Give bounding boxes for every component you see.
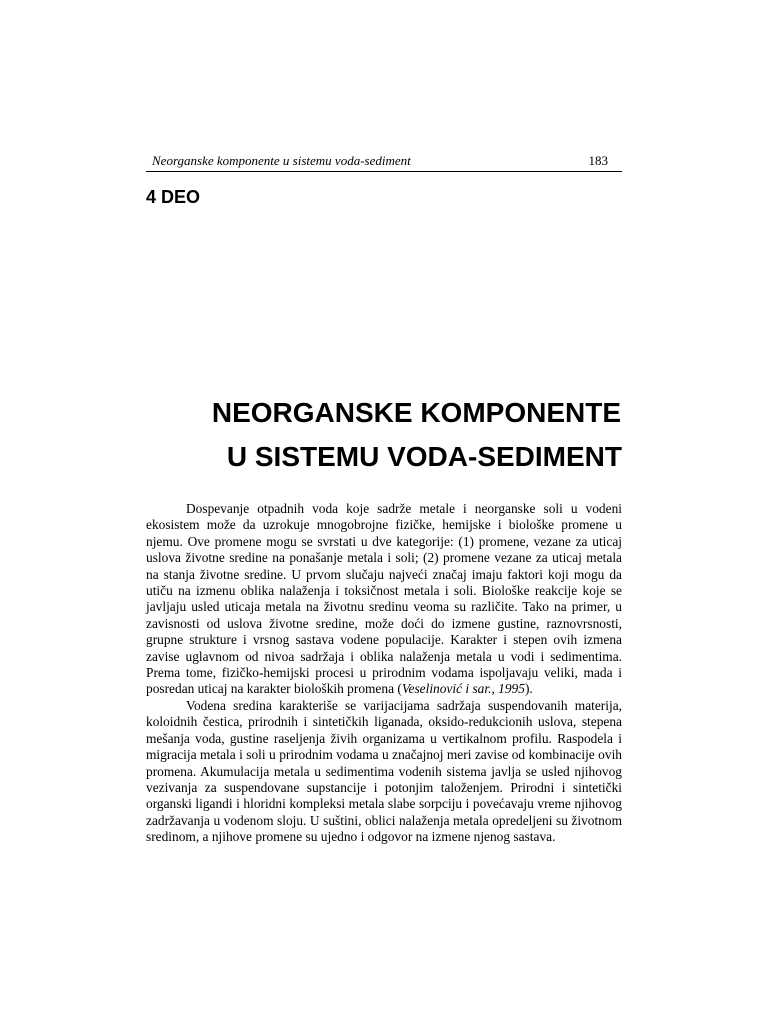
page-number: 183 [588,153,608,168]
paragraph-1-end: ). [524,681,533,697]
part-label: 4 DEO [146,187,201,207]
paragraph-2: Vodena sredina karakteriše se varijacijama sadržaja suspendovanih materija, koloidnih čestica, prirodnih i sintetičkih liganada, oksido-redukcionih uslova, stepena mešanja voda, gustine raseljenja živih organizama u vertikalnom profilu. Raspodela i migracija metala i soli u prirodnim vodama u značajnoj meri zavise od kombinacije ovih promena. Akumulacija metala u sedimentima vodenih sistema javlja se usled njihovog vezivanja za suspendovane supstancije i potonjim taloženjem. Prirodni i sintetički organski ligandi i hloridni kompleksi metala slabe sorpciju i povećavaju vreme njihovog zadržavanja u vodenom sloju. U suštini, oblici nalaženja metala opredeljeni su životnom sredinom, a njihove promene su ujedno i odgovor na izmene njenog sastava. [146,697,622,845]
chapter-title-line-1: NEORGANSKE KOMPONENTE [211,397,621,428]
running-header [146,153,622,172]
running-title: Neorganske komponente u sistemu voda-sediment [152,153,411,168]
paragraph-1-text: Dospevanje otpadnih voda koje sadrže metale i neorganske soli u vodeni ekosistem može da uzrokuje mnogobrojne fizičke, hemijske i biološke promene u njemu. Ove promene mogu se svrstati u dve kategorije: (1) promene, vezane za uticaj uslova životne sredine na ponašanje metala i soli; (2) promene vezane za uticaj metala na stanja životne sredine. U prvom slučaju najveći značaj imaju faktori koji mogu da utiču na izmenu oblika nalaženja i toksičnost metala i soli. Biološke reakcije koje se javljaju usled uticaja metala na životnu sredinu veoma su različite. Tako na primer, u zavisnosti od uslova životne sredine, može doći do izmene gustine, raznovrsnosti, grupne strukture i vrsnog sastava vodene populacije. Karakter i stepen ovih izmena zavise uglavnom od nivoa sadržaja i oblika nalaženja metala u vodi i sedimentima. Prema tome, fizičko-hemijski procesi u prirodnim vodama ispoljavaju veliki, mada i posredan uticaj na karakter bioloških promena ( [146,501,622,697]
chapter-title-line-2: U SISTEMU VODA-SEDIMENT [226,441,622,472]
citation: Veselinović i sar., 1995 [401,681,525,697]
paragraph-1 [146,501,622,698]
chapter-title [146,391,622,479]
body-text [146,501,622,846]
